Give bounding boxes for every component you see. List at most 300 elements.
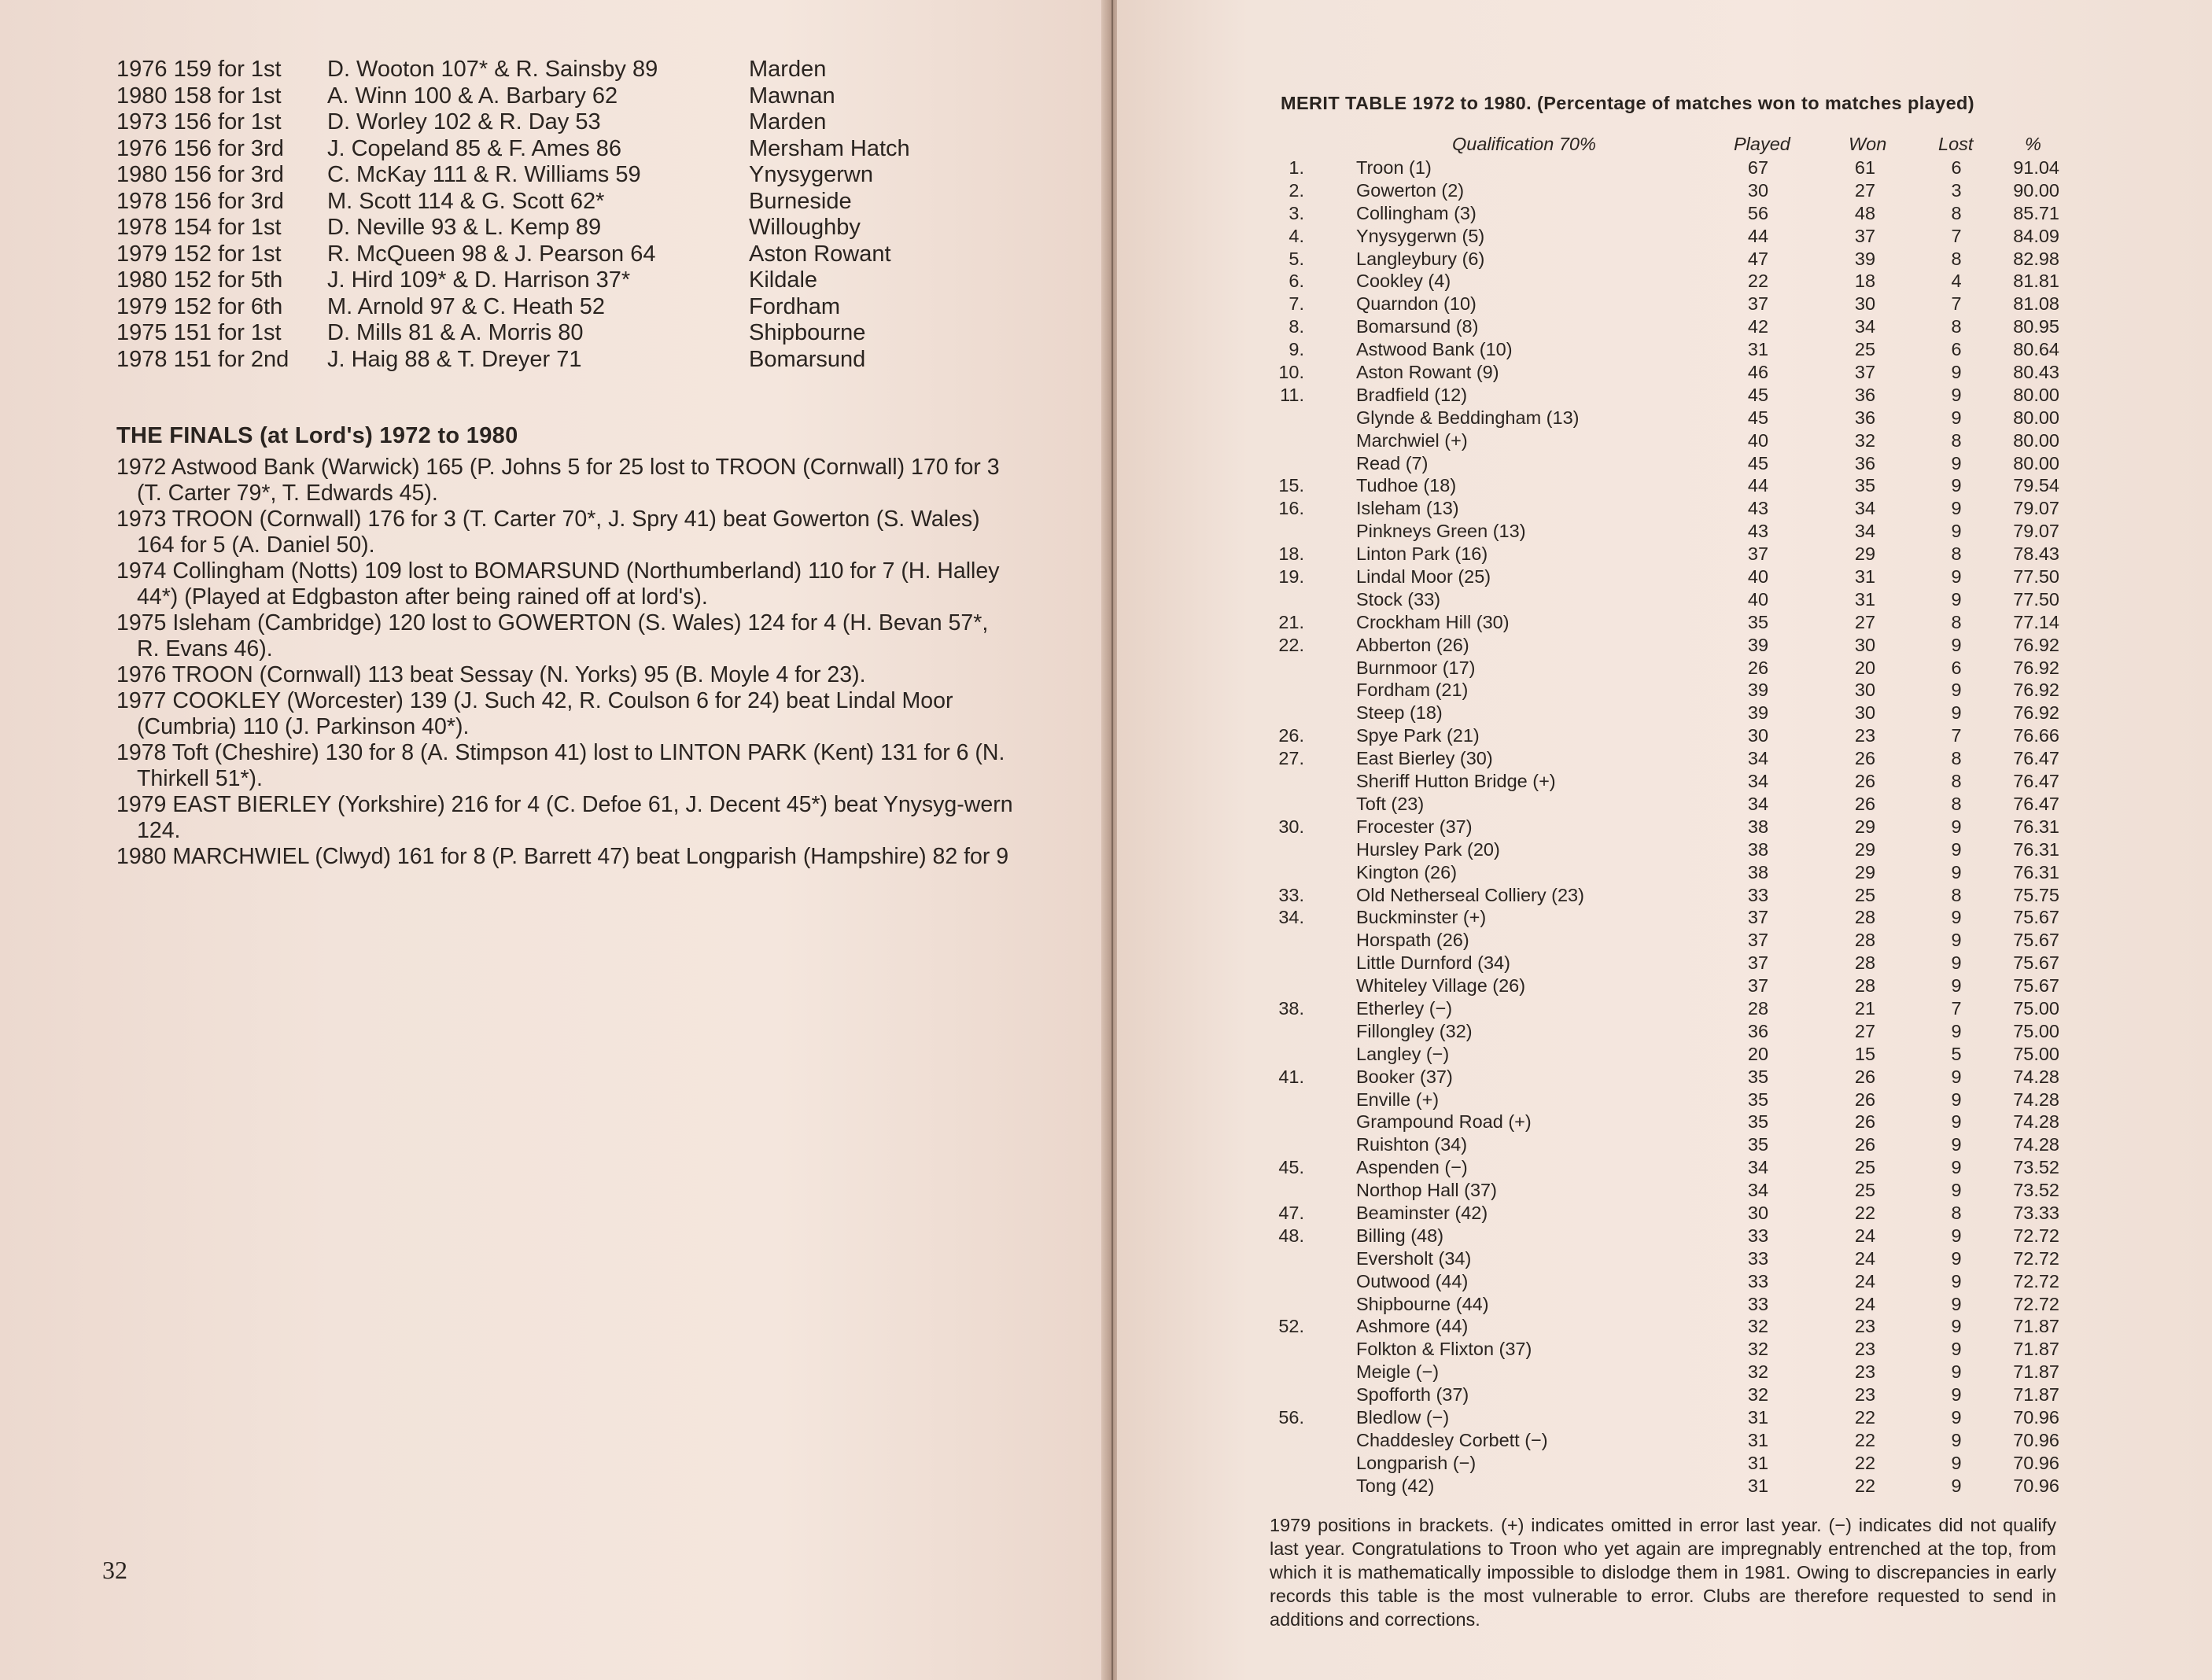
row-played: 45 [1747,452,1769,473]
table-row [1259,1271,2061,1294]
row-played: 40 [1747,566,1769,588]
row-played: 31 [1747,1475,1769,1496]
row-won: 36 [1854,384,1876,405]
row-club: Aspenden (−) [1356,1157,1468,1178]
table-row [1259,180,2061,203]
row-lost: 9 [1951,1157,1962,1178]
row-won: 26 [1854,771,1876,792]
row-lost: 7 [1951,225,1962,246]
row-lost: 9 [1951,1475,1962,1496]
partnership-list [116,57,982,373]
row-percent: 75.67 [2013,975,2059,997]
row-won: 26 [1854,793,1876,814]
partnership-club: Kildale [749,267,818,293]
row-played: 26 [1747,657,1769,678]
row-position: 45. [1278,1157,1304,1178]
partnership-row [116,136,982,163]
row-played: 42 [1747,316,1769,337]
row-percent: 85.71 [2013,202,2059,223]
row-won: 28 [1854,907,1876,928]
row-won: 34 [1854,521,1876,542]
row-played: 39 [1747,702,1769,724]
row-played: 45 [1747,407,1769,428]
row-percent: 76.66 [2013,725,2059,746]
row-club: Aston Rowant (9) [1356,362,1499,383]
row-won: 15 [1854,1043,1876,1064]
table-row [1259,1407,2061,1430]
row-lost: 9 [1951,1247,1962,1269]
row-played: 37 [1747,543,1769,565]
row-played: 37 [1747,907,1769,928]
row-club: Quarndon (10) [1356,293,1477,315]
table-row [1259,771,2061,794]
row-club: Booker (37) [1356,1066,1453,1087]
row-club: Northop Hall (37) [1356,1180,1497,1201]
row-won: 25 [1854,1180,1876,1201]
row-won: 28 [1854,975,1876,997]
table-row [1259,635,2061,658]
row-lost: 9 [1951,1225,1962,1246]
row-won: 22 [1854,1202,1876,1223]
row-position: 9. [1288,339,1304,360]
row-percent: 80.00 [2013,452,2059,473]
row-club: Whiteley Village (26) [1356,975,1526,997]
row-position: 33. [1278,884,1304,905]
row-percent: 75.00 [2013,997,2059,1019]
row-club: Chaddesley Corbett (−) [1356,1429,1548,1450]
row-played: 22 [1747,271,1769,292]
row-club: Spye Park (21) [1356,725,1480,746]
row-played: 34 [1747,1180,1769,1201]
finals-heading: THE FINALS (at Lord's) 1972 to 1980 [116,423,518,448]
row-played: 40 [1747,588,1769,610]
row-lost: 9 [1951,362,1962,383]
row-percent: 70.96 [2013,1452,2059,1473]
partnership-players: M. Arnold 97 & C. Heath 52 [327,293,606,319]
partnership-year-runs: 1979 152 for 6th [116,293,283,319]
row-position: 56. [1278,1406,1304,1428]
row-played: 38 [1747,861,1769,882]
row-played: 47 [1747,248,1769,269]
row-played: 37 [1747,293,1769,315]
row-club: Ruishton (34) [1356,1134,1468,1155]
row-position: 52. [1278,1316,1304,1337]
partnership-row [116,215,982,241]
row-won: 31 [1854,566,1876,588]
row-position: 19. [1278,566,1304,588]
row-club: Old Netherseal Colliery (23) [1356,884,1584,905]
table-row [1259,907,2061,930]
row-percent: 76.92 [2013,634,2059,655]
row-lost: 9 [1951,680,1962,701]
row-played: 30 [1747,725,1769,746]
table-row [1259,1361,2061,1384]
table-row [1259,475,2061,498]
row-played: 56 [1747,202,1769,223]
partnership-year-runs: 1975 151 for 1st [116,320,282,345]
partnership-row [116,83,982,110]
row-club: Burnmoor (17) [1356,657,1476,678]
row-position: 27. [1278,748,1304,769]
row-won: 37 [1854,225,1876,246]
row-percent: 75.75 [2013,884,2059,905]
row-percent: 75.67 [2013,952,2059,974]
row-played: 35 [1747,1134,1769,1155]
partnership-players: J. Copeland 85 & F. Ames 86 [327,135,621,161]
row-won: 31 [1854,588,1876,610]
row-lost: 8 [1951,771,1962,792]
table-row [1259,1430,2061,1453]
row-club: Fillongley (32) [1356,1020,1473,1041]
row-lost: 7 [1951,725,1962,746]
row-percent: 81.08 [2013,293,2059,315]
row-position: 38. [1278,997,1304,1019]
row-club: Toft (23) [1356,793,1425,814]
row-lost: 9 [1951,634,1962,655]
row-club: Collingham (3) [1356,202,1477,223]
row-club: Steep (18) [1356,702,1443,724]
row-club: Troon (1) [1356,157,1432,178]
table-row [1259,407,2061,430]
row-won: 29 [1854,816,1876,837]
row-club: Langleybury (6) [1356,248,1485,269]
row-lost: 9 [1951,407,1962,428]
table-row [1259,1316,2061,1339]
row-club: Fordham (21) [1356,680,1469,701]
row-won: 29 [1854,838,1876,860]
row-lost: 8 [1951,202,1962,223]
row-lost: 3 [1951,179,1962,201]
row-won: 24 [1854,1225,1876,1246]
row-won: 32 [1854,429,1876,451]
table-row [1259,1044,2061,1067]
row-won: 29 [1854,861,1876,882]
row-club: Beaminster (42) [1356,1202,1488,1223]
final-entry: 1977 COOKLEY (Worcester) 139 (J. Such 42, R. Coulson 6 for 24) beat Lindal Moor (Cumbria) 110 (J. Parkinson 40*). [116,688,953,739]
row-club: Kington (26) [1356,861,1458,882]
row-percent: 76.47 [2013,748,2059,769]
row-lost: 8 [1951,884,1962,905]
row-won: 21 [1854,997,1876,1019]
row-played: 32 [1747,1384,1769,1406]
row-won: 37 [1854,362,1876,383]
row-played: 31 [1747,1406,1769,1428]
row-won: 26 [1854,1089,1876,1110]
row-won: 22 [1854,1406,1876,1428]
row-percent: 78.43 [2013,543,2059,565]
partnership-year-runs: 1976 156 for 3rd [116,135,284,161]
table-row [1259,816,2061,839]
row-lost: 9 [1951,1270,1962,1291]
table-row [1259,1225,2061,1248]
partnership-players: D. Wooton 107* & R. Sainsby 89 [327,57,658,82]
row-percent: 80.43 [2013,362,2059,383]
row-club: Longparish (−) [1356,1452,1477,1473]
row-club: Abberton (26) [1356,634,1469,655]
row-played: 39 [1747,634,1769,655]
table-row [1259,612,2061,635]
table-row [1259,1476,2061,1498]
row-won: 34 [1854,498,1876,519]
row-played: 28 [1747,997,1769,1019]
header-percent: % [2025,134,2041,154]
row-played: 38 [1747,838,1769,860]
table-row [1259,952,2061,975]
table-row [1259,1111,2061,1134]
row-won: 28 [1854,952,1876,974]
row-won: 27 [1854,179,1876,201]
row-played: 44 [1747,475,1769,496]
row-position: 47. [1278,1202,1304,1223]
row-played: 33 [1747,1247,1769,1269]
final-entry: 1975 Isleham (Cambridge) 120 lost to GOWERTON (S. Wales) 124 for 4 (H. Bevan 57*, R. Evans 46). [116,610,989,661]
row-percent: 79.07 [2013,498,2059,519]
row-percent: 72.72 [2013,1247,2059,1269]
table-row [1259,453,2061,476]
row-played: 45 [1747,384,1769,405]
row-played: 34 [1747,771,1769,792]
row-played: 30 [1747,1202,1769,1223]
row-club: Billing (48) [1356,1225,1444,1246]
row-lost: 9 [1951,952,1962,974]
page-number: 32 [102,1556,127,1584]
row-club: Linton Park (16) [1356,543,1488,565]
row-won: 48 [1854,202,1876,223]
row-played: 32 [1747,1361,1769,1383]
row-club: East Bierley (30) [1356,748,1493,769]
table-row [1259,1453,2061,1476]
row-club: Crockham Hill (30) [1356,611,1510,632]
row-played: 35 [1747,1066,1769,1087]
row-won: 30 [1854,702,1876,724]
partnership-club: Bomarsund [749,346,866,372]
partnership-club: Mersham Hatch [749,135,910,161]
row-lost: 7 [1951,293,1962,315]
row-won: 24 [1854,1247,1876,1269]
row-percent: 71.87 [2013,1316,2059,1337]
partnership-players: C. McKay 111 & R. Williams 59 [327,162,641,187]
row-played: 39 [1747,680,1769,701]
table-row [1259,1067,2061,1089]
partnership-year-runs: 1980 156 for 3rd [116,162,284,187]
row-position: 6. [1288,271,1304,292]
table-row [1259,566,2061,589]
row-lost: 9 [1951,816,1962,837]
table-row [1259,1203,2061,1225]
partnership-players: D. Neville 93 & L. Kemp 89 [327,215,602,240]
final-entry: 1978 Toft (Cheshire) 130 for 8 (A. Stimpson 41) lost to LINTON PARK (Kent) 131 for 6 (N. Thirkell 51*). [116,740,1005,791]
partnership-players: J. Hird 109* & D. Harrison 37* [327,267,631,293]
merit-table [1259,157,2061,1498]
row-club: Hursley Park (20) [1356,838,1500,860]
row-won: 18 [1854,271,1876,292]
row-played: 35 [1747,611,1769,632]
partnership-players: A. Winn 100 & A. Barbary 62 [327,83,618,109]
row-percent: 75.67 [2013,930,2059,951]
row-percent: 77.50 [2013,588,2059,610]
row-percent: 71.87 [2013,1384,2059,1406]
row-club: Pinkneys Green (13) [1356,521,1526,542]
row-club: Cookley (4) [1356,271,1451,292]
table-row [1259,658,2061,680]
row-percent: 80.00 [2013,384,2059,405]
row-played: 34 [1747,748,1769,769]
row-percent: 73.52 [2013,1157,2059,1178]
partnership-players: J. Haig 88 & T. Dreyer 71 [327,346,582,372]
row-club: Bomarsund (8) [1356,316,1479,337]
table-row [1259,271,2061,293]
row-lost: 9 [1951,521,1962,542]
row-position: 8. [1288,316,1304,337]
row-club: Ynysygerwn (5) [1356,225,1485,246]
final-entry: 1973 TROON (Cornwall) 176 for 3 (T. Carter 70*, J. Spry 41) beat Gowerton (S. Wales) 164 for 5 (A. Daniel 50). [116,507,980,558]
partnership-year-runs: 1976 159 for 1st [116,57,282,82]
row-lost: 9 [1951,452,1962,473]
row-won: 22 [1854,1452,1876,1473]
row-lost: 9 [1951,1180,1962,1201]
row-lost: 9 [1951,498,1962,519]
row-percent: 77.50 [2013,566,2059,588]
table-row [1259,1248,2061,1271]
row-club: Outwood (44) [1356,1270,1469,1291]
table-row [1259,862,2061,885]
final-entry: 1980 MARCHWIEL (Clwyd) 161 for 8 (P. Barrett 47) beat Longparish (Hampshire) 82 for 9 [116,844,1009,869]
row-won: 25 [1854,884,1876,905]
table-row [1259,1180,2061,1203]
row-won: 26 [1854,1134,1876,1155]
partnership-row [116,189,982,216]
row-position: 48. [1278,1225,1304,1246]
table-row [1259,498,2061,521]
row-lost: 9 [1951,1134,1962,1155]
row-club: Eversholt (34) [1356,1247,1472,1269]
row-lost: 8 [1951,793,1962,814]
row-position: 41. [1278,1066,1304,1087]
table-row [1259,839,2061,862]
row-played: 34 [1747,793,1769,814]
row-club: Meigle (−) [1356,1361,1440,1383]
table-row [1259,794,2061,816]
partnership-year-runs: 1979 152 for 1st [116,241,282,267]
row-percent: 75.67 [2013,907,2059,928]
row-won: 61 [1854,157,1876,178]
row-played: 43 [1747,498,1769,519]
row-played: 34 [1747,1157,1769,1178]
row-played: 44 [1747,225,1769,246]
row-position: 7. [1288,293,1304,315]
row-won: 39 [1854,248,1876,269]
row-percent: 74.28 [2013,1134,2059,1155]
row-position: 10. [1278,362,1304,383]
row-club: Bradfield (12) [1356,384,1468,405]
partnership-year-runs: 1980 152 for 5th [116,267,283,293]
row-position: 4. [1288,225,1304,246]
row-percent: 76.92 [2013,702,2059,724]
row-lost: 9 [1951,1066,1962,1087]
row-lost: 9 [1951,1406,1962,1428]
partnership-club: Marden [749,109,827,134]
partnership-row [116,109,982,136]
row-percent: 72.72 [2013,1270,2059,1291]
row-lost: 8 [1951,429,1962,451]
table-row [1259,680,2061,702]
row-club: Stock (33) [1356,588,1441,610]
row-club: Astwood Bank (10) [1356,339,1513,360]
row-club: Shipbourne (44) [1356,1293,1489,1314]
row-lost: 9 [1951,1361,1962,1383]
row-played: 31 [1747,1429,1769,1450]
table-row [1259,203,2061,226]
row-lost: 8 [1951,748,1962,769]
row-percent: 70.96 [2013,1429,2059,1450]
header-qualification: Qualification 70% [1452,134,1596,154]
row-percent: 75.00 [2013,1043,2059,1064]
table-row [1259,521,2061,543]
row-won: 22 [1854,1429,1876,1450]
row-club: Tudhoe (18) [1356,475,1457,496]
row-lost: 9 [1951,907,1962,928]
row-won: 26 [1854,1111,1876,1133]
row-played: 36 [1747,1020,1769,1041]
row-lost: 9 [1951,1384,1962,1406]
row-lost: 9 [1951,1339,1962,1360]
row-lost: 9 [1951,1293,1962,1314]
row-played: 37 [1747,952,1769,974]
row-percent: 76.31 [2013,861,2059,882]
row-position: 2. [1288,179,1304,201]
row-lost: 8 [1951,543,1962,565]
row-lost: 9 [1951,975,1962,997]
row-position: 15. [1278,475,1304,496]
row-position: 26. [1278,725,1304,746]
row-lost: 9 [1951,1429,1962,1450]
row-percent: 71.87 [2013,1361,2059,1383]
row-club: Bledlow (−) [1356,1406,1450,1428]
row-club: Horspath (26) [1356,930,1469,951]
row-played: 30 [1747,179,1769,201]
row-club: Frocester (37) [1356,816,1473,837]
partnership-club: Marden [749,57,827,82]
row-club: Glynde & Beddingham (13) [1356,407,1580,428]
partnership-club: Ynysygerwn [749,162,873,187]
row-position: 34. [1278,907,1304,928]
table-row [1259,702,2061,725]
partnership-year-runs: 1973 156 for 1st [116,109,282,134]
row-lost: 9 [1951,838,1962,860]
row-percent: 72.72 [2013,1225,2059,1246]
row-won: 26 [1854,1066,1876,1087]
row-played: 37 [1747,975,1769,997]
row-position: 3. [1288,202,1304,223]
row-percent: 80.00 [2013,407,2059,428]
row-won: 23 [1854,1316,1876,1337]
row-lost: 9 [1951,702,1962,724]
row-lost: 9 [1951,1111,1962,1133]
row-club: Grampound Road (+) [1356,1111,1532,1133]
table-row [1259,362,2061,385]
table-row [1259,293,2061,316]
row-position: 18. [1278,543,1304,565]
row-played: 20 [1747,1043,1769,1064]
table-row [1259,543,2061,566]
table-row [1259,930,2061,952]
table-row [1259,725,2061,748]
header-lost: Lost [1938,134,1974,154]
row-played: 33 [1747,1293,1769,1314]
table-row [1259,1157,2061,1180]
partnership-club: Mawnan [749,83,835,109]
row-won: 30 [1854,293,1876,315]
